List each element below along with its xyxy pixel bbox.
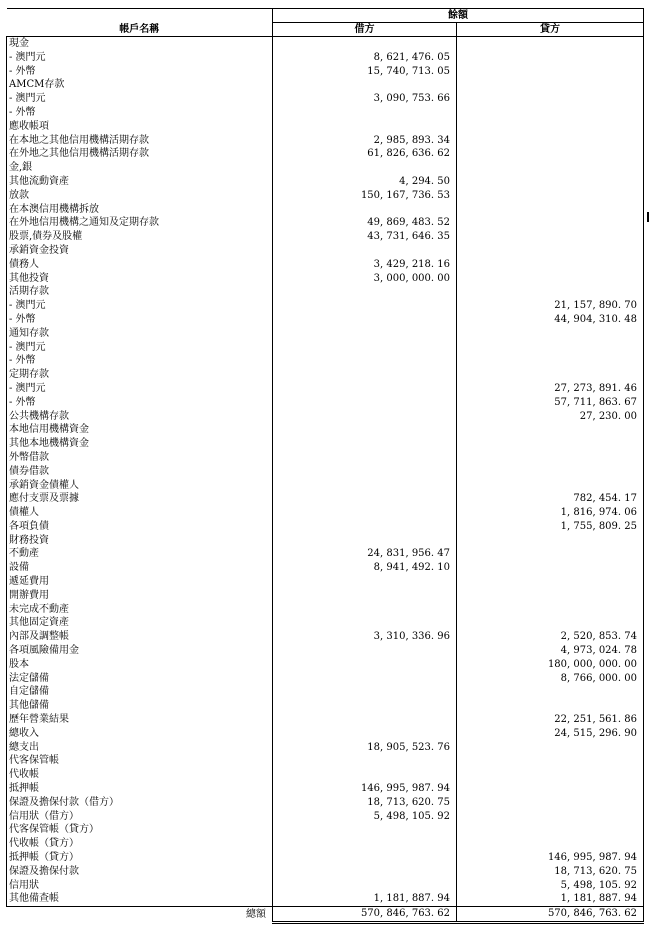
credit-cell [457, 810, 644, 824]
debit-cell: 8, 941, 492. 10 [273, 561, 457, 575]
credit-cell [457, 754, 644, 768]
credit-cell [457, 244, 644, 258]
table-row [7, 713, 644, 727]
table-row [7, 851, 644, 865]
table-row [7, 699, 644, 713]
table-header [7, 9, 644, 37]
account-name-cell: 各項負債 [7, 520, 273, 534]
credit-cell [457, 368, 644, 382]
table-row [7, 451, 644, 465]
table-row [7, 147, 644, 161]
table-footer [7, 907, 644, 923]
credit-cell [457, 327, 644, 341]
account-name-cell: 定期存款 [7, 368, 273, 382]
debit-cell: 146, 995, 987. 94 [273, 782, 457, 796]
account-name-cell: - 外幣 [7, 106, 273, 120]
account-name-cell: 抵押帳 [7, 782, 273, 796]
table-row [7, 630, 644, 644]
total-label: 總額 [7, 907, 273, 923]
table-row [7, 479, 644, 493]
account-name-cell: 債券借款 [7, 465, 273, 479]
credit-cell: 22, 251, 561. 86 [457, 713, 644, 727]
debit-cell [273, 768, 457, 782]
header-debit: 借方 [273, 23, 457, 37]
debit-cell [273, 299, 457, 313]
debit-cell: 4, 294. 50 [273, 175, 457, 189]
table-row [7, 92, 644, 106]
table-row [7, 423, 644, 437]
debit-cell [273, 327, 457, 341]
credit-cell: 146, 995, 987. 94 [457, 851, 644, 865]
debit-cell [273, 520, 457, 534]
table-row [7, 741, 644, 755]
debit-cell [273, 603, 457, 617]
table-row [7, 796, 644, 810]
account-name-cell: - 澳門元 [7, 92, 273, 106]
table-row [7, 547, 644, 561]
debit-cell [273, 699, 457, 713]
debit-cell [273, 396, 457, 410]
debit-cell: 3, 310, 336. 96 [273, 630, 457, 644]
debit-cell: 8, 621, 476. 05 [273, 51, 457, 65]
debit-cell [273, 244, 457, 258]
table-row [7, 892, 644, 906]
account-name-cell: 各項風險備用金 [7, 644, 273, 658]
account-name-cell: 總收入 [7, 727, 273, 741]
account-name-cell: 股本 [7, 658, 273, 672]
credit-cell [457, 147, 644, 161]
credit-cell [457, 616, 644, 630]
table-row [7, 230, 644, 244]
debit-cell [273, 823, 457, 837]
table-row [7, 754, 644, 768]
debit-cell [273, 837, 457, 851]
table-row [7, 410, 644, 424]
account-name-cell: 內部及調整帳 [7, 630, 273, 644]
debit-cell [273, 589, 457, 603]
account-name-cell: 抵押帳（貸方） [7, 851, 273, 865]
table-row [7, 506, 644, 520]
account-name-cell: 其他本地機構資金 [7, 437, 273, 451]
account-name-cell: 其他儲備 [7, 699, 273, 713]
account-name-cell: - 澳門元 [7, 382, 273, 396]
table-row [7, 216, 644, 230]
credit-cell [457, 741, 644, 755]
account-name-cell: - 外幣 [7, 354, 273, 368]
account-name-cell: 本地信用機構資金 [7, 423, 273, 437]
account-name-cell: 承銷資金債權人 [7, 479, 273, 493]
debit-cell [273, 575, 457, 589]
account-name-cell: 其他投資 [7, 272, 273, 286]
credit-cell [457, 823, 644, 837]
table-row [7, 313, 644, 327]
credit-cell: 8, 766, 000. 00 [457, 672, 644, 686]
credit-cell [457, 134, 644, 148]
credit-cell: 21, 157, 890. 70 [457, 299, 644, 313]
total-debit: 570, 846, 763. 62 [273, 907, 457, 923]
debit-cell: 49, 869, 483. 52 [273, 216, 457, 230]
table-row [7, 810, 644, 824]
account-name-cell: 外幣借款 [7, 451, 273, 465]
debit-cell [273, 161, 457, 175]
account-name-cell: 遞延費用 [7, 575, 273, 589]
credit-cell [457, 782, 644, 796]
account-name-cell: 其他備查帳 [7, 892, 273, 906]
credit-cell [457, 437, 644, 451]
credit-cell [457, 685, 644, 699]
debit-cell: 2, 985, 893. 34 [273, 134, 457, 148]
account-name-cell: 其他流動資產 [7, 175, 273, 189]
credit-cell: 1, 816, 974. 06 [457, 506, 644, 520]
table-row [7, 299, 644, 313]
account-name-cell: 自定儲備 [7, 685, 273, 699]
table-row [7, 106, 644, 120]
debit-cell [273, 382, 457, 396]
debit-cell: 15, 740, 713. 05 [273, 65, 457, 79]
table-row [7, 285, 644, 299]
debit-cell [273, 672, 457, 686]
debit-cell [273, 754, 457, 768]
credit-cell [457, 768, 644, 782]
account-name-cell: 保證及擔保付款 [7, 865, 273, 879]
debit-cell [273, 713, 457, 727]
credit-cell [457, 272, 644, 286]
debit-cell [273, 727, 457, 741]
table-row [7, 258, 644, 272]
account-name-cell: 應收帳項 [7, 120, 273, 134]
account-name-cell: 不動產 [7, 547, 273, 561]
credit-cell [457, 575, 644, 589]
debit-cell [273, 851, 457, 865]
debit-cell [273, 106, 457, 120]
table-row [7, 65, 644, 79]
debit-cell: 61, 826, 636. 62 [273, 147, 457, 161]
account-name-cell: 代收帳（貸方） [7, 837, 273, 851]
debit-cell [273, 465, 457, 479]
credit-cell [457, 258, 644, 272]
account-name-cell: 歷年營業結果 [7, 713, 273, 727]
credit-cell [457, 589, 644, 603]
credit-cell [457, 285, 644, 299]
table-row [7, 561, 644, 575]
account-name-cell: 財務投資 [7, 534, 273, 548]
table-row [7, 382, 644, 396]
table-row [7, 175, 644, 189]
credit-cell: 18, 713, 620. 75 [457, 865, 644, 879]
account-name-cell: 債權人 [7, 506, 273, 520]
table-row [7, 78, 644, 92]
credit-cell: 1, 755, 809. 25 [457, 520, 644, 534]
table-row [7, 244, 644, 258]
debit-cell: 24, 831, 956. 47 [273, 547, 457, 561]
debit-cell: 18, 713, 620. 75 [273, 796, 457, 810]
debit-cell [273, 423, 457, 437]
credit-cell: 4, 973, 024. 78 [457, 644, 644, 658]
credit-cell [457, 341, 644, 355]
debit-cell [273, 354, 457, 368]
total-credit: 570, 846, 763. 62 [457, 907, 644, 923]
table-row [7, 589, 644, 603]
table-row [7, 879, 644, 893]
credit-cell [457, 561, 644, 575]
credit-cell: 24, 515, 296. 90 [457, 727, 644, 741]
account-name-cell: 其他固定資產 [7, 616, 273, 630]
account-name-cell: 債務人 [7, 258, 273, 272]
account-name-cell: 法定儲備 [7, 672, 273, 686]
table-row [7, 272, 644, 286]
credit-cell [457, 699, 644, 713]
table-row [7, 51, 644, 65]
debit-cell [273, 78, 457, 92]
table-row [7, 616, 644, 630]
table-row [7, 120, 644, 134]
account-name-cell: 開辦費用 [7, 589, 273, 603]
debit-cell [273, 341, 457, 355]
debit-cell [273, 410, 457, 424]
table-row [7, 782, 644, 796]
table-row [7, 768, 644, 782]
debit-cell [273, 506, 457, 520]
table-row [7, 327, 644, 341]
table-row [7, 575, 644, 589]
table-row [7, 465, 644, 479]
debit-cell: 5, 498, 105. 92 [273, 810, 457, 824]
account-name-cell: 代客保管帳（貸方） [7, 823, 273, 837]
account-name-cell: 代客保管帳 [7, 754, 273, 768]
account-name-cell: 代收帳 [7, 768, 273, 782]
trial-balance-table [6, 8, 644, 924]
table-row [7, 396, 644, 410]
account-name-cell: - 外幣 [7, 313, 273, 327]
credit-cell [457, 837, 644, 851]
table-row [7, 189, 644, 203]
account-name-cell: 總支出 [7, 741, 273, 755]
table-row [7, 161, 644, 175]
credit-cell: 782, 454. 17 [457, 492, 644, 506]
credit-cell [457, 230, 644, 244]
account-name-cell: 未完成不動產 [7, 603, 273, 617]
credit-cell [457, 78, 644, 92]
credit-cell: 1, 181, 887. 94 [457, 892, 644, 906]
account-name-cell: - 澳門元 [7, 51, 273, 65]
credit-cell [457, 423, 644, 437]
account-name-cell: - 外幣 [7, 65, 273, 79]
debit-cell: 3, 090, 753. 66 [273, 92, 457, 106]
credit-cell [457, 603, 644, 617]
debit-cell [273, 451, 457, 465]
debit-cell [273, 534, 457, 548]
account-rows [7, 37, 644, 907]
account-name-cell: 通知存款 [7, 327, 273, 341]
debit-cell [273, 285, 457, 299]
table-row [7, 354, 644, 368]
table-row [7, 603, 644, 617]
debit-cell [273, 313, 457, 327]
account-name-cell: 信用狀（借方） [7, 810, 273, 824]
credit-cell [457, 203, 644, 217]
table-row [7, 37, 644, 51]
account-name-cell: 公共機構存款 [7, 410, 273, 424]
debit-cell: 1, 181, 887. 94 [273, 892, 457, 906]
debit-cell [273, 437, 457, 451]
table-row [7, 437, 644, 451]
account-name-cell: - 澳門元 [7, 341, 273, 355]
header-balance: 餘額 [273, 9, 644, 23]
credit-cell [457, 547, 644, 561]
debit-cell [273, 865, 457, 879]
debit-cell [273, 479, 457, 493]
credit-cell [457, 796, 644, 810]
account-name-cell: 在外地之其他信用機構活期存款 [7, 147, 273, 161]
credit-cell [457, 92, 644, 106]
credit-cell [457, 120, 644, 134]
table-row [7, 134, 644, 148]
credit-cell [457, 189, 644, 203]
debit-cell: 150, 167, 736. 53 [273, 189, 457, 203]
account-name-cell: 承銷資金投資 [7, 244, 273, 258]
debit-cell [273, 203, 457, 217]
debit-cell [273, 37, 457, 51]
credit-cell: 27, 273, 891. 46 [457, 382, 644, 396]
credit-cell: 2, 520, 853. 74 [457, 630, 644, 644]
account-name-cell: AMCM存款 [7, 78, 273, 92]
account-name-cell: 在外地信用機構之通知及定期存款 [7, 216, 273, 230]
account-name-cell: - 外幣 [7, 396, 273, 410]
table-row [7, 727, 644, 741]
debit-cell: 43, 731, 646. 35 [273, 230, 457, 244]
credit-cell [457, 354, 644, 368]
account-name-cell: 信用狀 [7, 879, 273, 893]
debit-cell [273, 658, 457, 672]
account-name-cell: 設備 [7, 561, 273, 575]
account-name-cell: 活期存款 [7, 285, 273, 299]
credit-cell: 5, 498, 105. 92 [457, 879, 644, 893]
account-name-cell: 金,銀 [7, 161, 273, 175]
table-row [7, 658, 644, 672]
header-account-name: 帳戶名稱 [7, 9, 273, 37]
debit-cell [273, 879, 457, 893]
table-row [7, 865, 644, 879]
credit-cell [457, 534, 644, 548]
table-row [7, 823, 644, 837]
credit-cell [457, 451, 644, 465]
account-name-cell: - 澳門元 [7, 299, 273, 313]
debit-cell [273, 685, 457, 699]
credit-cell [457, 465, 644, 479]
table-row [7, 644, 644, 658]
table-row [7, 520, 644, 534]
debit-cell [273, 368, 457, 382]
debit-cell [273, 120, 457, 134]
table-row [7, 685, 644, 699]
table-row [7, 492, 644, 506]
credit-cell [457, 37, 644, 51]
table-row [7, 368, 644, 382]
account-name-cell: 放款 [7, 189, 273, 203]
credit-cell: 57, 711, 863. 67 [457, 396, 644, 410]
credit-cell: 44, 904, 310. 48 [457, 313, 644, 327]
credit-cell [457, 175, 644, 189]
account-name-cell: 應付支票及票據 [7, 492, 273, 506]
credit-cell: 180, 000, 000. 00 [457, 658, 644, 672]
credit-cell [457, 479, 644, 493]
debit-cell: 3, 000, 000. 00 [273, 272, 457, 286]
debit-cell [273, 492, 457, 506]
credit-cell [457, 51, 644, 65]
credit-cell [457, 65, 644, 79]
debit-cell: 3, 429, 218. 16 [273, 258, 457, 272]
table-row [7, 341, 644, 355]
credit-cell [457, 161, 644, 175]
header-credit: 貸方 [457, 23, 644, 37]
table-row [7, 837, 644, 851]
credit-cell [457, 216, 644, 230]
account-name-cell: 保證及擔保付款（借方） [7, 796, 273, 810]
debit-cell [273, 644, 457, 658]
table-row [7, 203, 644, 217]
account-name-cell: 現金 [7, 37, 273, 51]
table-row [7, 672, 644, 686]
account-name-cell: 在本澳信用機構拆放 [7, 203, 273, 217]
table-row [7, 534, 644, 548]
credit-cell: 27, 230. 00 [457, 410, 644, 424]
account-name-cell: 股票,債券及股權 [7, 230, 273, 244]
debit-cell: 18, 905, 523. 76 [273, 741, 457, 755]
debit-cell [273, 616, 457, 630]
credit-cell [457, 106, 644, 120]
account-name-cell: 在本地之其他信用機構活期存款 [7, 134, 273, 148]
